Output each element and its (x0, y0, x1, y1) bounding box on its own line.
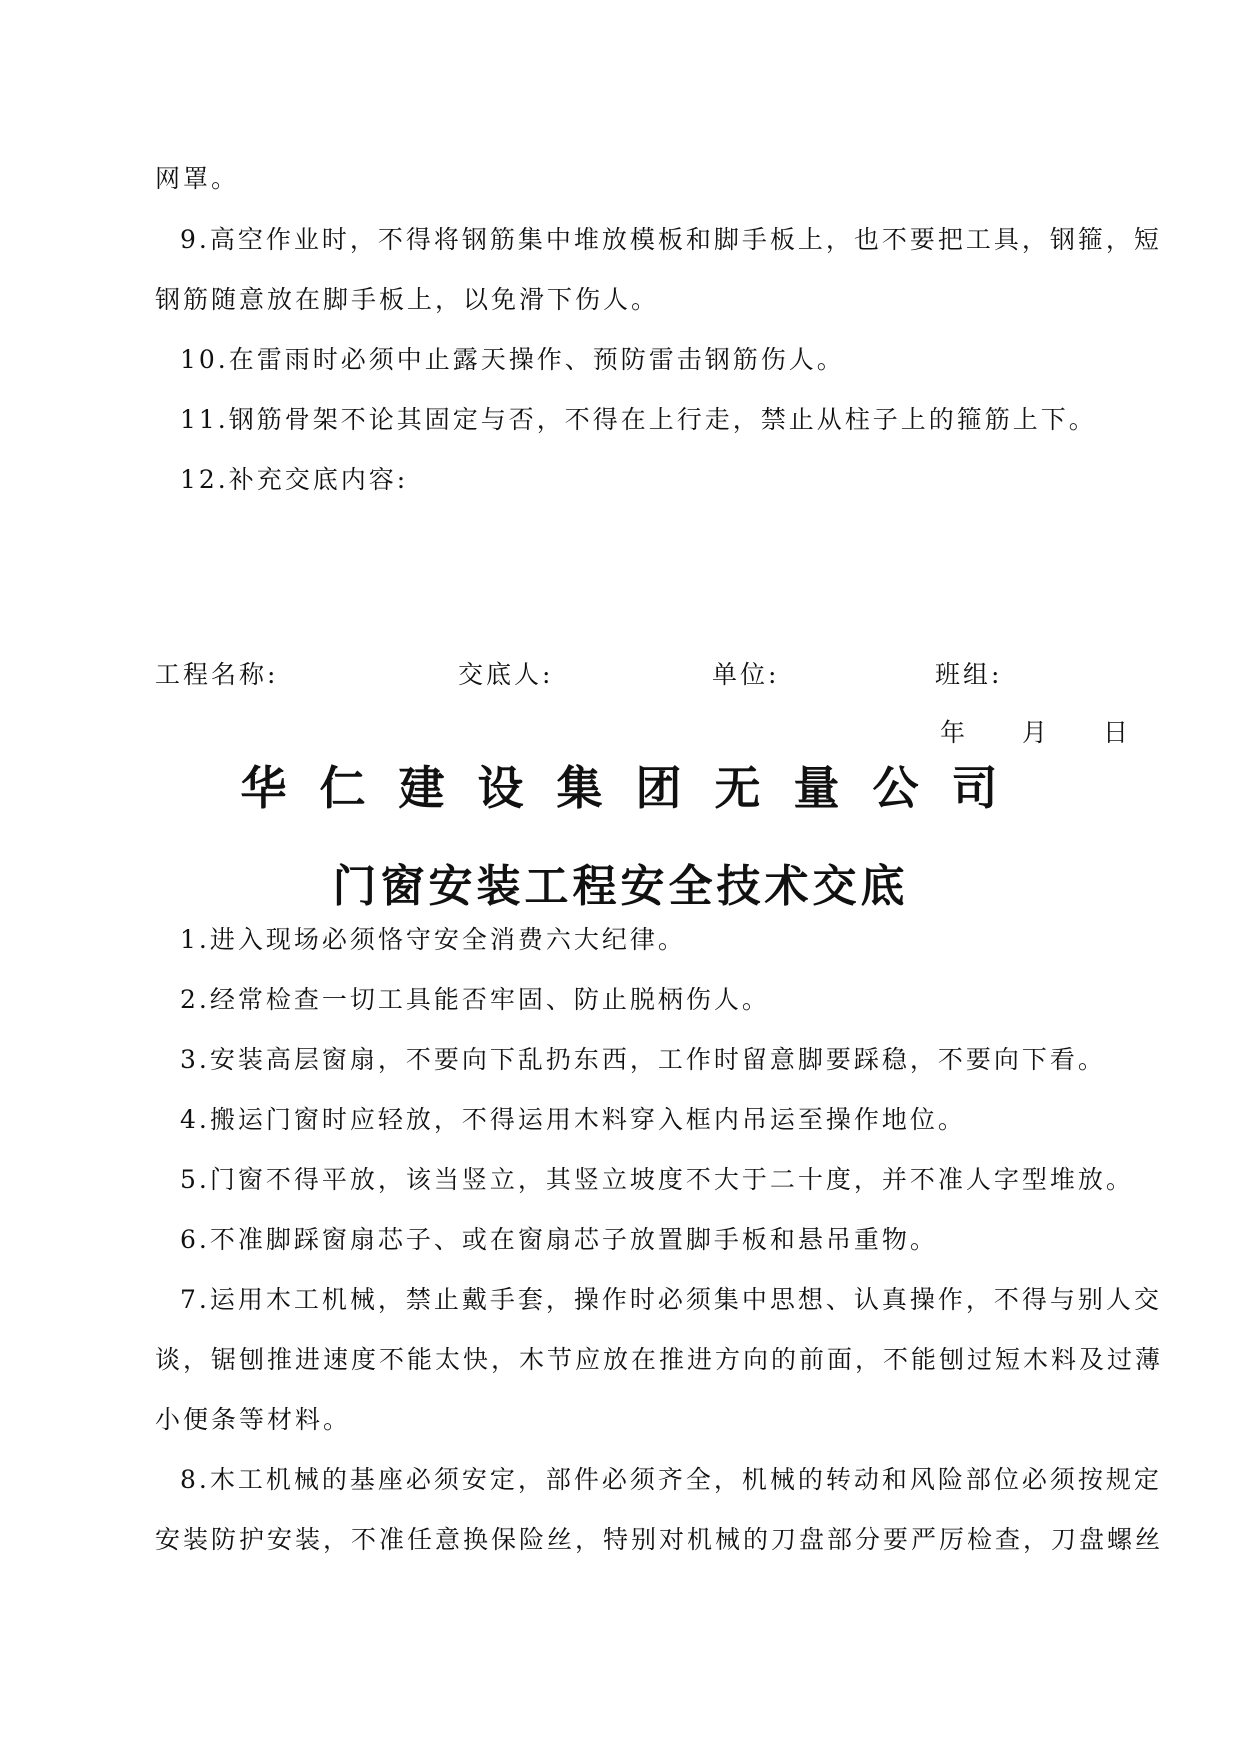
text-line: 安装防护安装，不准任意换保险丝，特别对机械的刀盘部分要严厉检查，刀盘螺丝 (155, 1525, 1164, 1554)
project-name-label: 工程名称: (155, 660, 279, 689)
unit-label: 单位: (712, 660, 780, 689)
text-line: 11.钢筋骨架不论其固定与否，不得在上行走，禁止从柱子上的箍筋上下。 (180, 405, 1097, 434)
team-label: 班组: (935, 660, 1003, 689)
text-line: 小便条等材料。 (155, 1405, 352, 1434)
text-line: 9.高空作业时，不得将钢筋集中堆放模板和脚手板上，也不要把工具，钢箍，短 (180, 225, 1162, 254)
text-line: 2.经常检查一切工具能否牢固、防止脱柄伤人。 (180, 985, 770, 1014)
text-line: 8.木工机械的基座必须安定，部件必须齐全，机械的转动和风险部位必须按规定 (180, 1465, 1162, 1494)
document-title: 门窗安装工程安全技术交底 (332, 861, 909, 912)
date-day-label: 日 (1103, 718, 1129, 747)
company-name: 华仁建设集团无量公司 (240, 761, 1031, 815)
text-line: 5.门窗不得平放，该当竖立，其竖立坡度不大于二十度，并不准人字型堆放。 (180, 1165, 1134, 1194)
text-line: 7.运用木工机械，禁止戴手套，操作时必须集中思想、认真操作，不得与别人交 (180, 1285, 1162, 1314)
text-line: 钢筋随意放在脚手板上，以免滑下伤人。 (155, 285, 660, 314)
text-line: 10.在雷雨时必须中止露天操作、预防雷击钢筋伤人。 (180, 345, 845, 374)
presenter-label: 交底人: (458, 660, 554, 689)
text-line: 12.补充交底内容: (180, 465, 409, 494)
text-line: 3.安装高层窗扇，不要向下乱扔东西，工作时留意脚要踩稳，不要向下看。 (180, 1045, 1106, 1074)
date-year-label: 年 (940, 718, 966, 747)
text-line: 网罩。 (155, 164, 240, 193)
text-line: 6.不准脚踩窗扇芯子、或在窗扇芯子放置脚手板和悬吊重物。 (180, 1225, 938, 1254)
date-month-label: 月 (1022, 718, 1048, 747)
text-line: 1.进入现场必须恪守安全消费六大纪律。 (180, 925, 686, 954)
text-line: 4.搬运门窗时应轻放，不得运用木料穿入框内吊运至操作地位。 (180, 1105, 966, 1134)
text-line: 谈，锯刨推进速度不能太快，木节应放在推进方向的前面，不能刨过短木料及过薄 (155, 1345, 1164, 1374)
